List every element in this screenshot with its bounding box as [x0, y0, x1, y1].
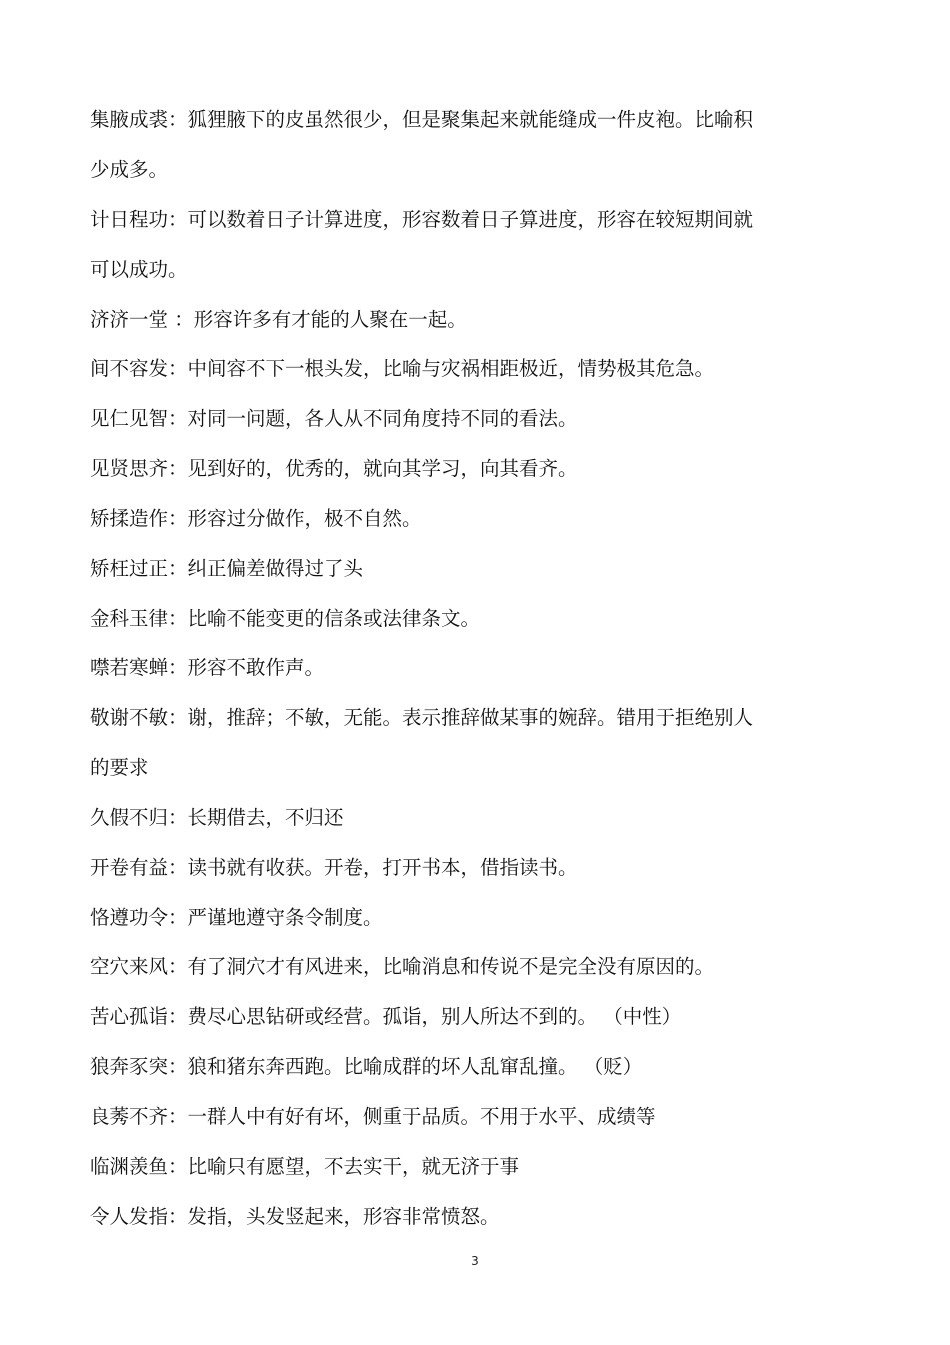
text-line: 矫揉造作：形容过分做作，极不自然。: [90, 507, 422, 530]
text-line: 苦心孤诣：费尽心思钻研或经营。孤诣，别人所达不到的。 （中性）: [90, 1005, 682, 1028]
text-line: 的要求: [90, 756, 149, 779]
text-line: 开卷有益：读书就有收获。开卷，打开书本，借指读书。: [90, 856, 578, 879]
text-line: 空穴来风：有了洞穴才有风进来，比喻消息和传说不是完全没有原因的。: [90, 955, 715, 978]
text-line: 济济一堂 ：形容许多有才能的人聚在一起。: [90, 308, 467, 331]
text-line: 临渊羡鱼：比喻只有愿望，不去实干，就无济于事: [90, 1155, 520, 1178]
text-line: 敬谢不敏：谢，推辞；不敏，无能。表示推辞做某事的婉辞。错用于拒绝别人: [90, 706, 754, 729]
text-line: 噤若寒蝉：形容不敢作声。: [90, 656, 325, 679]
text-line: 恪遵功令：严谨地遵守条令制度。: [90, 906, 383, 929]
text-line: 见仁见智：对同一问题，各人从不同角度持不同的看法。: [90, 407, 578, 430]
text-line: 集腋成裘：狐狸腋下的皮虽然很少，但是聚集起来就能缝成一件皮袍。比喻积: [90, 108, 754, 131]
text-line: 矫枉过正：纠正偏差做得过了头: [90, 557, 364, 580]
text-line: 少成多。: [90, 158, 169, 181]
text-line: 可以成功。: [90, 258, 188, 281]
text-line: 见贤思齐：见到好的，优秀的，就向其学习，向其看齐。: [90, 457, 578, 480]
text-line: 金科玉律：比喻不能变更的信条或法律条文。: [90, 607, 481, 630]
text-line: 良莠不齐：一群人中有好有坏，侧重于品质。不用于水平、成绩等: [90, 1105, 656, 1128]
text-line: 计日程功：可以数着日子计算进度，形容数着日子算进度，形容在较短期间就: [90, 208, 754, 231]
text-line: 久假不归：长期借去，不归还: [90, 806, 344, 829]
text-line: 间不容发：中间容不下一根头发，比喻与灾祸相距极近，情势极其危急。: [90, 357, 715, 380]
text-line: 狼奔豕突：狼和猪东奔西跑。比喻成群的坏人乱窜乱撞。 （贬）: [90, 1055, 643, 1078]
text-line: 令人发指：发指，头发竖起来，形容非常愤怒。: [90, 1205, 500, 1228]
page-number: 3: [471, 1254, 479, 1268]
